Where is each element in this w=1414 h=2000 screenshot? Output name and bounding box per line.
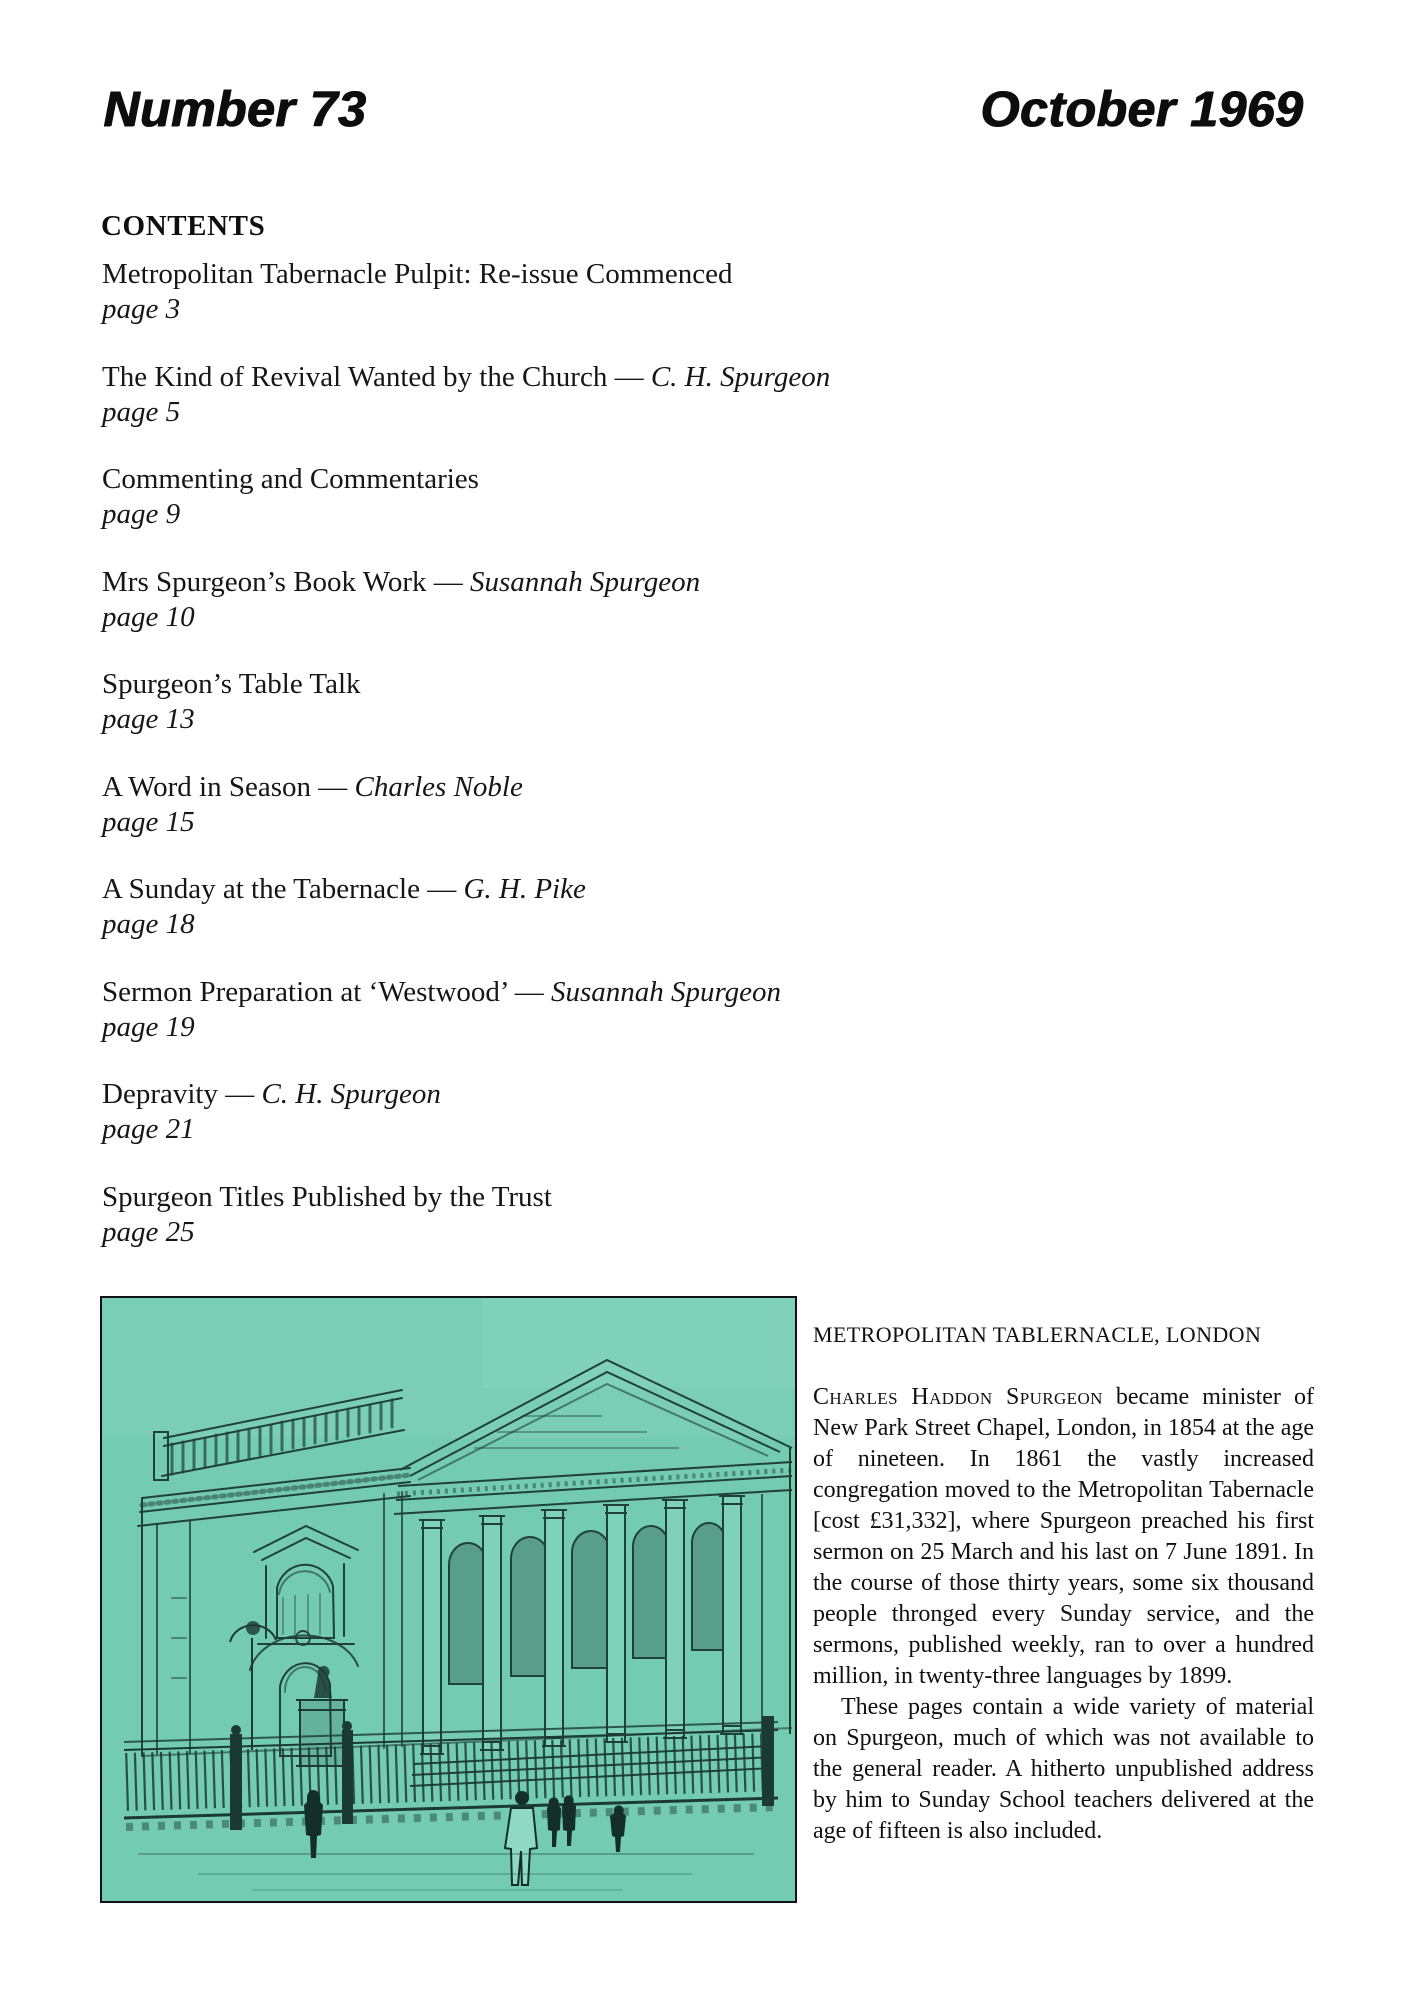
toc-item-page: page 3 [102, 293, 181, 325]
toc-item-title: The Kind of Revival Wanted by the Church [102, 360, 608, 393]
toc-item-separator: — [419, 873, 464, 905]
toc-item-separator: — [217, 1078, 262, 1110]
toc-item-page: page 18 [102, 908, 195, 940]
toc-item-page: page 15 [102, 805, 195, 838]
toc-item-page: page 13 [102, 703, 195, 735]
toc-item-author: G. H. Pike [463, 873, 586, 905]
toc-item-title: Commenting and Commentaries [102, 463, 479, 495]
article-paragraph-2: These pages contain a wide variety of material on Spurgeon, much of which was not available to the general reader. A hitherto unpublished address by him to Sunday School teachers delivered at the age of fifteen is also included. [813, 1694, 1314, 1844]
toc-item-separator: — [607, 360, 651, 393]
toc-item-title-line [102, 1180, 1152, 1215]
toc-item-title: Metropolitan Tabernacle Pulpit: Re-issue Commenced [102, 258, 733, 290]
article-paragraph-1-rest: became minister of New Park Street Chapel, London, in 1854 at the age of nineteen. In 1861 the vastly increased congregation moved to the Metropolitan Tabernacle [cost £31,332], where Spurgeon preached his first sermon on 25 March and his last on 7 June 1891. In the course of those thirty years, some six thousand people thronged every Sunday service, and the sermons, published weekly, ran to over a hundred million, in twenty-three languages by 1899. [813, 1384, 1314, 1689]
toc-item-title-line [102, 565, 1152, 600]
toc-item [102, 667, 1152, 737]
toc-item [102, 1077, 1152, 1147]
toc-item-title: A Word in Season [102, 770, 311, 803]
toc-item-page: page 10 [102, 600, 195, 633]
toc-item-page: page 5 [102, 395, 181, 428]
toc-item [102, 462, 1152, 532]
toc-item-title: Mrs Spurgeon’s Book Work [102, 565, 427, 598]
toc-item-title: Spurgeon’s Table Talk [102, 668, 361, 700]
toc-item [102, 975, 1152, 1045]
toc-item-title: Sermon Preparation at ‘Westwood’ [102, 975, 508, 1008]
toc-item-separator: — [311, 770, 355, 803]
toc-item-separator: — [507, 975, 551, 1008]
toc-item-title-line [102, 872, 1152, 907]
tabernacle-engraving [100, 1296, 797, 1903]
issue-number: Number 73 [103, 81, 366, 137]
toc-item-title-line [102, 770, 1152, 805]
toc-item-separator: — [426, 565, 470, 598]
masthead [103, 81, 1303, 137]
toc-item-page: page 9 [102, 498, 181, 530]
toc-item-title: A Sunday at the Tabernacle [102, 873, 420, 905]
toc-item [102, 565, 1152, 635]
toc-item [102, 1180, 1152, 1250]
toc-item-author: C. H. Spurgeon [261, 1078, 441, 1110]
toc-item-author: Susannah Spurgeon [469, 565, 701, 598]
tabernacle-illustration [102, 1298, 795, 1901]
toc-item-author: C. H. Spurgeon [650, 360, 831, 393]
toc-item-page: page 19 [102, 1010, 195, 1043]
toc-item-title-line [102, 1077, 1152, 1112]
contents-heading: CONTENTS [101, 210, 266, 243]
toc-item-author: Charles Noble [354, 770, 523, 803]
toc-item-title-line [102, 667, 1152, 702]
toc-item-title: Spurgeon Titles Published by the Trust [102, 1180, 552, 1213]
toc-item [102, 257, 1152, 327]
toc-item-author: Susannah Spurgeon [550, 975, 782, 1008]
contents-list [102, 257, 1152, 1282]
toc-item-title-line [102, 975, 1152, 1010]
toc-item-title-line [102, 462, 1152, 497]
article-lead-small-caps: Charles Haddon Spurgeon [813, 1384, 1103, 1410]
toc-item-page: page 25 [102, 1215, 195, 1248]
toc-item-title-line [102, 257, 1152, 292]
toc-item [102, 872, 1152, 942]
article-paragraph-1 [813, 1382, 1314, 1692]
issue-date: October 1969 [980, 81, 1303, 137]
toc-item-title-line [102, 360, 1152, 395]
toc-item [102, 770, 1152, 840]
figure-caption: METROPOLITAN TABLERNACLE, LONDON [813, 1322, 1262, 1347]
toc-item-page: page 21 [102, 1113, 195, 1145]
toc-item-title: Depravity [102, 1078, 218, 1110]
article-text [813, 1382, 1314, 1847]
toc-item [102, 360, 1152, 430]
